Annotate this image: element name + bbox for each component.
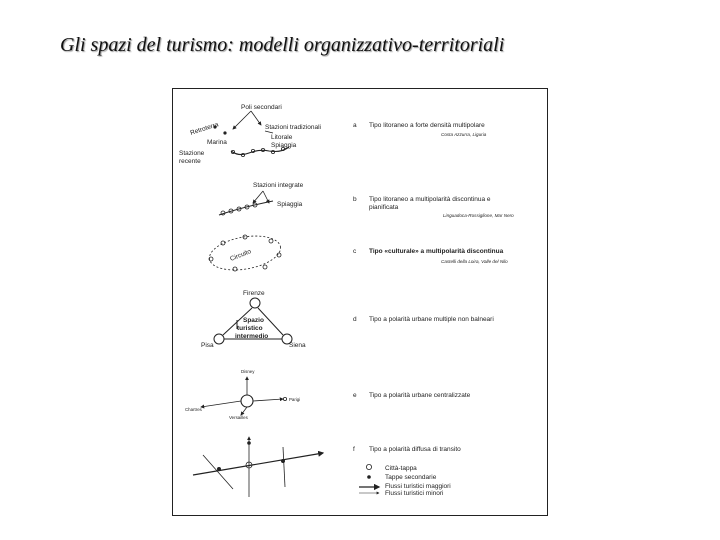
label-litorale: Litorale	[271, 134, 293, 141]
row-b-example: Linguadoca-Rossiglione, Mar Nero	[443, 213, 514, 218]
row-c-example: Castelli della Loira, Valle del Nilo	[441, 259, 508, 264]
row-c-label: Tipo «culturale» a multipolarità discontinua	[369, 248, 504, 255]
label-e-bottom: Versailles	[229, 415, 248, 420]
label-spazio: Spazio	[243, 317, 264, 324]
row-b-letter: b	[353, 196, 357, 203]
row-a-example: Costa Azzurra, Liguria	[441, 132, 487, 137]
diagram-b	[219, 191, 273, 215]
diagram-e	[201, 377, 287, 415]
models-diagram	[173, 89, 547, 515]
label-spiaggia-b: Spiaggia	[277, 201, 303, 208]
row-e-letter: e	[353, 392, 357, 399]
label-stazioni-integrate: Stazioni integrate	[253, 182, 304, 189]
label-retroterra: Retroterra	[189, 121, 220, 137]
row-d-letter: d	[353, 316, 357, 323]
row-a-label: Tipo litoraneo a forte densità multipolare	[369, 122, 485, 129]
label-stazioni-tradizionali: Stazioni tradizionali	[265, 124, 322, 131]
label-recente: recente	[179, 158, 201, 165]
row-b-label-2: pianificata	[369, 204, 399, 211]
row-b-label-1: Tipo litoraneo a multipolarità discontinua e	[369, 196, 491, 203]
label-turistico: turistico	[237, 325, 263, 332]
page-title: Gli spazi del turismo: modelli organizzativo-territoriali	[60, 34, 505, 56]
scanned-figure	[172, 88, 548, 516]
label-spiaggia-a: Spiaggia	[271, 142, 297, 149]
row-a-letter: a	[353, 122, 357, 129]
dot-icon	[368, 476, 371, 479]
row-d-label: Tipo a polarità urbane multiple non balneari	[369, 316, 494, 323]
legend-citta-tappa: Città-tappa	[385, 465, 417, 472]
label-circuito: Circuito	[229, 248, 253, 263]
label-e-right: Parigi	[289, 397, 301, 402]
legend-tappe-secondarie: Tappe secondarie	[385, 474, 437, 481]
label-e-top: Disney	[241, 369, 255, 374]
row-c-letter: c	[353, 248, 357, 255]
label-stazione: Stazione	[179, 150, 205, 157]
label-siena: Siena	[289, 342, 306, 349]
legend-flussi-maggiori: Flussi turistici maggiori	[385, 483, 451, 490]
row-e-label: Tipo a polarità urbane centralizzate	[369, 392, 471, 399]
label-poli-secondari: Poli secondari	[241, 104, 282, 111]
row-f-letter: f	[353, 446, 355, 453]
label-e-left: Chartres	[185, 407, 202, 412]
label-firenze: Firenze	[243, 290, 265, 297]
legend	[359, 464, 379, 493]
label-marina: Marina	[207, 139, 227, 146]
legend-flussi-minori: Flussi turistici minori	[385, 490, 444, 497]
label-pisa: Pisa	[201, 342, 214, 349]
diagram-f	[193, 437, 323, 497]
circle-icon	[366, 464, 371, 469]
label-intermedio: intermedio	[235, 333, 269, 340]
row-f-label: Tipo a polarità diffusa di transito	[369, 446, 461, 453]
